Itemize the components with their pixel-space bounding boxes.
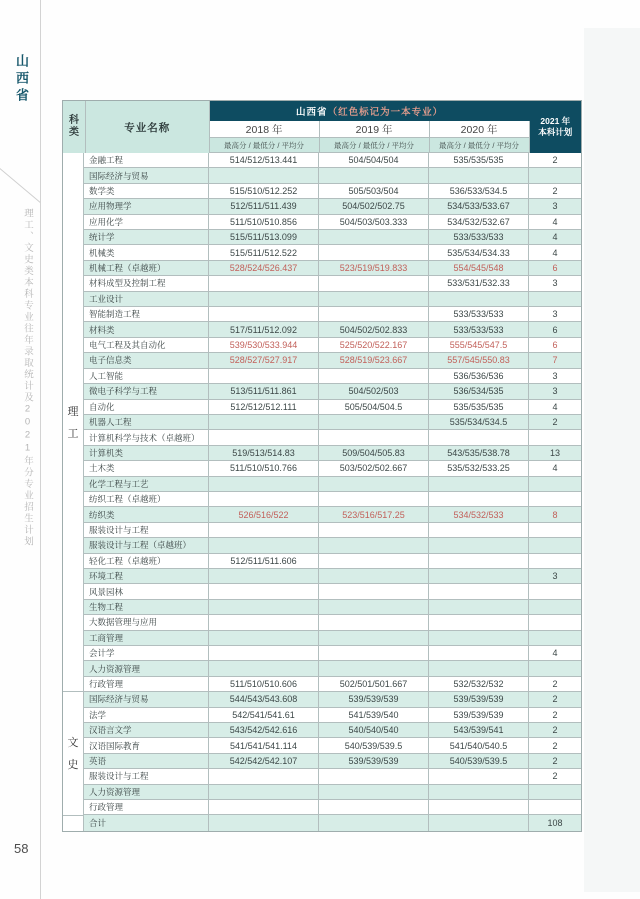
score-2018-cell: 512/511/511.439: [209, 199, 319, 213]
score-2019-cell: [319, 369, 429, 383]
score-2020-cell: 536/534/535: [429, 384, 529, 398]
category-column: [63, 153, 84, 831]
score-2018-cell: 526/516/522: [209, 507, 319, 521]
category-char: 理: [67, 406, 79, 419]
score-2019-cell: [319, 292, 429, 306]
plan-count-cell: 4: [552, 216, 558, 227]
score-2019-cell: [319, 785, 429, 799]
diagonal-line: [0, 168, 41, 203]
score-2018-cell: [209, 538, 319, 552]
table-row: [84, 600, 581, 615]
plan-count-cell: 8: [552, 509, 558, 520]
score-2020-cell: [429, 631, 529, 645]
score-2019-cell: 505/503/504: [319, 184, 429, 198]
plan-count-cell: 3: [552, 278, 558, 289]
score-2019-cell: [319, 245, 429, 259]
score-2020-cell: [429, 584, 529, 598]
score-2020-cell: [429, 769, 529, 783]
score-2018-cell: 542/541/541.61: [209, 708, 319, 722]
score-2020-cell: 535/535/535: [429, 153, 529, 167]
score-2018-cell: [209, 600, 319, 614]
score-2019-cell: 504/504/504: [319, 153, 429, 167]
score-2020-cell: [429, 430, 529, 444]
table-row: [84, 199, 581, 214]
score-2018-cell: [209, 584, 319, 598]
plan-count-cell: 2: [552, 771, 558, 782]
score-2018-cell: [209, 430, 319, 444]
header-year-2019: 2019 年: [320, 121, 430, 138]
score-2020-cell: 535/534/534.5: [429, 415, 529, 429]
table-body: [63, 153, 581, 831]
table-row: [84, 353, 581, 368]
table-row: [84, 292, 581, 307]
major-name-cell: 电气工程及其自动化: [84, 338, 209, 352]
plan-count-cell: 2: [552, 725, 558, 736]
score-2020-cell: 533/533/533: [429, 230, 529, 244]
score-2020-cell: 541/540/540.5: [429, 738, 529, 752]
band-province-text: 山西省: [296, 107, 328, 118]
plan-count-cell: [529, 615, 581, 629]
score-2019-cell: [319, 815, 429, 830]
score-2018-cell: 542/542/542.107: [209, 754, 319, 768]
score-2020-cell: 536/536/536: [429, 369, 529, 383]
major-name-cell: 工商管理: [84, 631, 209, 645]
table-row: [84, 400, 581, 415]
score-2018-cell: [209, 307, 319, 321]
plan-count-cell: 2: [552, 756, 558, 767]
score-2020-cell: [429, 523, 529, 537]
table-row: [84, 785, 581, 800]
score-2020-cell: 534/533/533.67: [429, 199, 529, 213]
score-2019-cell: [319, 168, 429, 182]
score-2019-cell: [319, 230, 429, 244]
score-2020-cell: 543/535/538.78: [429, 446, 529, 460]
score-2018-cell: [209, 785, 319, 799]
score-2020-cell: 535/532/533.25: [429, 461, 529, 475]
score-2020-cell: [429, 661, 529, 675]
plan-count-cell: 4: [552, 232, 558, 243]
score-2019-cell: 504/502/503: [319, 384, 429, 398]
major-name-cell: 大数据管理与应用: [84, 615, 209, 629]
plan-count-cell: 4: [552, 463, 558, 474]
score-2018-cell: [209, 168, 319, 182]
plan-count-cell: [529, 600, 581, 614]
band-note-text: （红色标记为一本专业）: [327, 107, 444, 118]
score-2018-cell: 511/510/510.606: [209, 677, 319, 691]
table-row: [84, 261, 581, 276]
header-category: 科类: [63, 101, 86, 153]
plan-count-cell: [529, 168, 581, 182]
plan-count-cell: [529, 785, 581, 799]
table-row: [84, 307, 581, 322]
major-name-cell: 智能制造工程: [84, 307, 209, 321]
score-2018-cell: [209, 646, 319, 660]
sidebar-divider-line: [40, 0, 41, 899]
table-row: [84, 461, 581, 476]
major-name-cell: 风景园林: [84, 584, 209, 598]
score-2019-cell: [319, 276, 429, 290]
score-2020-cell: [429, 569, 529, 583]
major-name-cell: 机械工程（卓越班）: [84, 261, 209, 275]
plan-count-cell: 3: [552, 309, 558, 320]
score-2019-cell: 505/504/504.5: [319, 400, 429, 414]
table-row: [84, 815, 581, 830]
table-row: [84, 723, 581, 738]
plan-count-cell: [529, 292, 581, 306]
score-2020-cell: 540/539/539.5: [429, 754, 529, 768]
major-name-cell: 汉语言文学: [84, 723, 209, 737]
score-2019-cell: [319, 646, 429, 660]
score-2018-cell: [209, 815, 319, 830]
score-2020-cell: 535/534/534.33: [429, 245, 529, 259]
plan-count-cell: 7: [552, 355, 558, 366]
major-name-cell: 土木类: [84, 461, 209, 475]
score-legend: 最高分 / 最低分 / 平均分: [430, 138, 530, 153]
table-header: [63, 101, 581, 153]
score-2019-cell: [319, 415, 429, 429]
plan-count-cell: [529, 430, 581, 444]
major-name-cell: 纺织类: [84, 507, 209, 521]
score-2018-cell: 512/511/511.606: [209, 554, 319, 568]
score-2018-cell: 513/511/511.861: [209, 384, 319, 398]
score-2018-cell: 528/524/526.437: [209, 261, 319, 275]
table-row: [84, 661, 581, 676]
score-2019-cell: 540/539/539.5: [319, 738, 429, 752]
score-2018-cell: [209, 477, 319, 491]
score-2018-cell: [209, 415, 319, 429]
plan-count-cell: 6: [552, 324, 558, 335]
page-number: 58: [14, 841, 29, 856]
major-name-cell: 计算机科学与技术（卓越班）: [84, 430, 209, 444]
score-2019-cell: [319, 492, 429, 506]
score-2020-cell: 532/532/532: [429, 677, 529, 691]
score-2019-cell: [319, 584, 429, 598]
score-2020-cell: 534/532/533: [429, 507, 529, 521]
score-2018-cell: [209, 661, 319, 675]
score-2020-cell: [429, 800, 529, 814]
score-2019-cell: [319, 477, 429, 491]
header-province-group: [210, 101, 530, 153]
major-name-cell: 材料类: [84, 322, 209, 336]
major-name-cell: 微电子科学与工程: [84, 384, 209, 398]
score-2019-cell: [319, 569, 429, 583]
major-name-cell: 法学: [84, 708, 209, 722]
score-2019-cell: [319, 631, 429, 645]
score-2018-cell: [209, 769, 319, 783]
major-name-cell: 人力资源管理: [84, 785, 209, 799]
score-2018-cell: 515/511/512.522: [209, 245, 319, 259]
major-name-cell: 数学类: [84, 184, 209, 198]
header-year-2018: 2018 年: [210, 121, 320, 138]
score-legend: 最高分 / 最低分 / 平均分: [210, 138, 320, 153]
header-score-legend-row: [210, 138, 530, 153]
score-2020-cell: [429, 538, 529, 552]
table-row: [84, 168, 581, 183]
major-name-cell: 环境工程: [84, 569, 209, 583]
score-2019-cell: 523/519/519.833: [319, 261, 429, 275]
score-2020-cell: 534/532/532.67: [429, 215, 529, 229]
score-2019-cell: [319, 800, 429, 814]
table-row: [84, 738, 581, 753]
major-name-cell: 国际经济与贸易: [84, 692, 209, 706]
header-province-band: [210, 101, 530, 121]
table-row: [84, 369, 581, 384]
major-name-cell: 人力资源管理: [84, 661, 209, 675]
score-2019-cell: 539/539/539: [319, 754, 429, 768]
major-name-cell: 应用物理学: [84, 199, 209, 213]
score-2020-cell: 536/533/534.5: [429, 184, 529, 198]
major-name-cell: 国际经济与贸易: [84, 168, 209, 182]
plan-count-cell: 3: [552, 370, 558, 381]
header-major-name: 专业名称: [86, 101, 210, 153]
score-2020-cell: [429, 292, 529, 306]
major-name-cell: 生物工程: [84, 600, 209, 614]
score-2019-cell: [319, 615, 429, 629]
table-row: [84, 477, 581, 492]
major-name-cell: 工业设计: [84, 292, 209, 306]
table-row: [84, 415, 581, 430]
header-year-2020: 2020 年: [430, 121, 530, 138]
major-name-cell: 纺织工程（卓越班）: [84, 492, 209, 506]
score-2018-cell: 515/510/512.252: [209, 184, 319, 198]
plan-count-cell: 2: [552, 694, 558, 705]
plan-count-cell: 6: [552, 340, 558, 351]
major-name-cell: 合计: [84, 815, 209, 830]
table-row: [84, 507, 581, 522]
score-2018-cell: [209, 631, 319, 645]
table-row: [84, 769, 581, 784]
table-row: [84, 492, 581, 507]
score-2018-cell: [209, 569, 319, 583]
plan-count-cell: 2: [552, 155, 558, 166]
table-row: [84, 554, 581, 569]
score-2020-cell: 533/533/533: [429, 322, 529, 336]
page-edge-shade: [584, 28, 640, 892]
score-2018-cell: [209, 492, 319, 506]
table-row: [84, 245, 581, 260]
score-2018-cell: 511/510/510.856: [209, 215, 319, 229]
major-name-cell: 机器人工程: [84, 415, 209, 429]
major-name-cell: 化学工程与工艺: [84, 477, 209, 491]
plan-count-cell: [529, 584, 581, 598]
score-legend: 最高分 / 最低分 / 平均分: [320, 138, 430, 153]
score-2020-cell: 539/539/539: [429, 692, 529, 706]
score-2020-cell: [429, 615, 529, 629]
table-row: [84, 430, 581, 445]
plan-count-cell: 3: [552, 571, 558, 582]
plan-count-cell: 2: [552, 417, 558, 428]
score-2019-cell: [319, 600, 429, 614]
score-2019-cell: 502/501/501.667: [319, 677, 429, 691]
table-row: [84, 523, 581, 538]
category-char: 史: [67, 759, 79, 772]
plan-count-cell: [529, 800, 581, 814]
score-2019-cell: [319, 661, 429, 675]
score-2018-cell: 519/513/514.83: [209, 446, 319, 460]
province-sidebar-label: 山西省: [14, 54, 29, 105]
table-row: [84, 322, 581, 337]
plan-count-cell: [529, 631, 581, 645]
table-row: [84, 646, 581, 661]
score-2018-cell: 514/512/513.441: [209, 153, 319, 167]
score-2020-cell: [429, 554, 529, 568]
category-char: 工: [67, 428, 79, 441]
table-row: [84, 569, 581, 584]
score-2020-cell: [429, 815, 529, 830]
major-name-cell: 应用化学: [84, 215, 209, 229]
major-name-cell: 英语: [84, 754, 209, 768]
major-name-cell: 服装设计与工程（卓越班）: [84, 538, 209, 552]
major-name-cell: 轻化工程（卓越班）: [84, 554, 209, 568]
score-2020-cell: 539/539/539: [429, 708, 529, 722]
table-row: [84, 446, 581, 461]
score-2018-cell: 511/510/510.766: [209, 461, 319, 475]
score-2018-cell: 517/511/512.092: [209, 322, 319, 336]
score-2020-cell: 533/533/533: [429, 307, 529, 321]
score-2020-cell: [429, 785, 529, 799]
table-row: [84, 384, 581, 399]
major-name-cell: 电子信息类: [84, 353, 209, 367]
plan-count-cell: 6: [552, 263, 558, 274]
score-2019-cell: 509/504/505.83: [319, 446, 429, 460]
category-cell-文史: [63, 692, 83, 815]
score-2020-cell: 535/535/535: [429, 400, 529, 414]
score-2019-cell: [319, 769, 429, 783]
table-row: [84, 754, 581, 769]
score-2020-cell: 557/545/550.83: [429, 353, 529, 367]
plan-count-cell: [529, 523, 581, 537]
table-row: [84, 584, 581, 599]
score-2018-cell: 512/512/512.111: [209, 400, 319, 414]
score-2019-cell: 539/539/539: [319, 692, 429, 706]
table-row: [84, 708, 581, 723]
table-row: [84, 631, 581, 646]
score-2018-cell: 528/527/527.917: [209, 353, 319, 367]
score-2018-cell: [209, 615, 319, 629]
major-name-cell: 机械类: [84, 245, 209, 259]
score-2018-cell: [209, 800, 319, 814]
major-name-cell: 统计学: [84, 230, 209, 244]
score-2019-cell: 523/516/517.25: [319, 507, 429, 521]
score-2020-cell: [429, 600, 529, 614]
score-2019-cell: [319, 538, 429, 552]
table-row: [84, 276, 581, 291]
score-2020-cell: 554/545/548: [429, 261, 529, 275]
score-2020-cell: [429, 492, 529, 506]
score-2020-cell: [429, 646, 529, 660]
score-2018-cell: 515/511/513.099: [209, 230, 319, 244]
major-name-cell: 汉语国际教育: [84, 738, 209, 752]
score-2020-cell: [429, 477, 529, 491]
score-2019-cell: 541/539/540: [319, 708, 429, 722]
plan-count-cell: 4: [552, 247, 558, 258]
score-2018-cell: 539/530/533.944: [209, 338, 319, 352]
plan-count-cell: 108: [547, 818, 563, 829]
table-row: [84, 677, 581, 692]
header-2021-plan: [530, 101, 581, 153]
plan-count-cell: 4: [552, 648, 558, 659]
table-row: [84, 230, 581, 245]
plan-header-line1: 2021 年: [540, 116, 571, 126]
score-2020-cell: [429, 168, 529, 182]
sidebar-caption: 理工、文史类本科专业往年录取统计及2021年分专业招生计划: [22, 208, 33, 548]
table-row: [84, 538, 581, 553]
plan-count-cell: 3: [552, 201, 558, 212]
score-2019-cell: [319, 430, 429, 444]
major-name-cell: 材料成型及控制工程: [84, 276, 209, 290]
plan-count-cell: [529, 538, 581, 552]
score-2020-cell: 533/531/532.33: [429, 276, 529, 290]
data-rows: [84, 153, 581, 831]
plan-count-cell: 2: [552, 709, 558, 720]
score-2019-cell: 504/503/503.333: [319, 215, 429, 229]
major-name-cell: 服装设计与工程: [84, 769, 209, 783]
plan-count-cell: 2: [552, 740, 558, 751]
plan-count-cell: 13: [549, 447, 560, 458]
score-2019-cell: 504/502/502.75: [319, 199, 429, 213]
score-2019-cell: [319, 554, 429, 568]
major-name-cell: 自动化: [84, 400, 209, 414]
score-2019-cell: 504/502/502.833: [319, 322, 429, 336]
major-name-cell: 金融工程: [84, 153, 209, 167]
score-2018-cell: 544/543/543.608: [209, 692, 319, 706]
table-row: [84, 615, 581, 630]
major-name-cell: 行政管理: [84, 677, 209, 691]
major-name-cell: 服装设计与工程: [84, 523, 209, 537]
score-2018-cell: [209, 369, 319, 383]
plan-count-cell: [529, 477, 581, 491]
category-char: 文: [67, 737, 79, 750]
score-2020-cell: 555/545/547.5: [429, 338, 529, 352]
score-2019-cell: [319, 307, 429, 321]
table-row: [84, 338, 581, 353]
plan-count-cell: 4: [552, 401, 558, 412]
score-2019-cell: 528/519/523.667: [319, 353, 429, 367]
score-2019-cell: [319, 523, 429, 537]
major-name-cell: 行政管理: [84, 800, 209, 814]
plan-count-cell: [529, 661, 581, 675]
table-row: [84, 692, 581, 707]
table-row: [84, 184, 581, 199]
major-name-cell: 人工智能: [84, 369, 209, 383]
score-2018-cell: [209, 523, 319, 537]
category-cell-理工: [63, 153, 83, 692]
major-name-cell: 计算机类: [84, 446, 209, 460]
major-name-cell: 会计学: [84, 646, 209, 660]
score-2018-cell: [209, 276, 319, 290]
plan-count-cell: 3: [552, 386, 558, 397]
plan-header-line2: 本科计划: [538, 127, 573, 137]
score-2020-cell: 543/539/541: [429, 723, 529, 737]
table-row: [84, 215, 581, 230]
table-row: [84, 800, 581, 815]
plan-count-cell: 2: [552, 186, 558, 197]
score-2018-cell: 541/541/541.114: [209, 738, 319, 752]
plan-count-cell: [529, 554, 581, 568]
score-2018-cell: [209, 292, 319, 306]
score-2018-cell: 543/542/542.616: [209, 723, 319, 737]
plan-count-cell: 2: [552, 679, 558, 690]
plan-count-cell: [529, 492, 581, 506]
category-cell-empty: [63, 816, 83, 831]
admissions-table: [62, 100, 582, 832]
header-years-row: [210, 121, 530, 138]
table-row: [84, 153, 581, 168]
score-2019-cell: 503/502/502.667: [319, 461, 429, 475]
score-2019-cell: 540/540/540: [319, 723, 429, 737]
score-2019-cell: 525/520/522.167: [319, 338, 429, 352]
